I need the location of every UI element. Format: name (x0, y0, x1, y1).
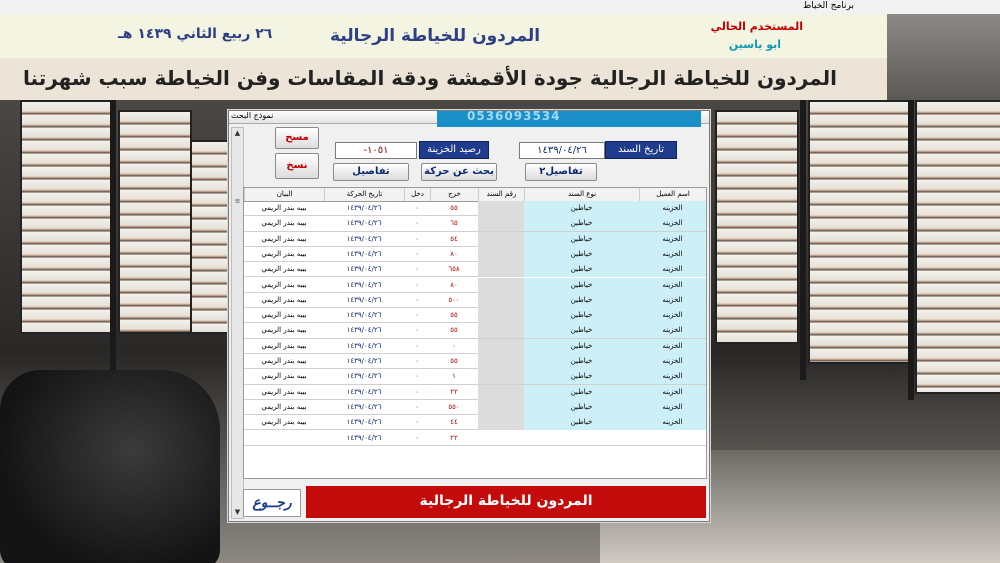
current-user-label: المستخدم الحالي (710, 20, 803, 33)
cell-in: ٠ (415, 357, 419, 365)
cell-in: ٠ (415, 418, 419, 427)
fabric-shelf (190, 140, 229, 334)
side-decor-panel (887, 14, 1000, 100)
cell-in: ٠ (415, 326, 419, 335)
cell-customer: الخزينه (639, 385, 706, 400)
table-row[interactable] (244, 247, 706, 262)
cell-description: بيبه بندر الريمي (261, 265, 307, 274)
fabric-shelf (118, 110, 192, 334)
slogan-text: المردون للخياطة الرجالية جودة الأقمشة ودقة المقاسات وفن الخياطة سبب شهرتنا (23, 66, 837, 90)
total-out: ٢٢ (450, 433, 458, 442)
cell-move-date: ١٤٣٩/٠٤/٢٦ (346, 219, 382, 228)
cell-description: بيبه بندر الريمي (261, 402, 307, 411)
dialog-title: نموذج البحث (231, 111, 274, 120)
cell-out: ٥٤ (450, 234, 458, 243)
cell-in: ٠ (415, 219, 419, 228)
cell-move-date: ١٤٣٩/٠٤/٢٦ (346, 326, 382, 335)
footer-banner (306, 486, 706, 518)
cell-doc-no (478, 216, 524, 231)
cell-customer: الخزينه (639, 278, 706, 293)
cell-description: بيبه بندر الريمي (261, 372, 307, 381)
cell-customer: الخزينه (639, 323, 706, 338)
cell-doc-no (478, 308, 524, 323)
cell-doc-type: خياطين (524, 232, 639, 247)
cell-doc-type: خياطين (524, 323, 639, 338)
cell-move-date: ١٤٣٩/٠٤/٢٦ (346, 265, 382, 274)
col-doc-type[interactable]: نوع السند (524, 188, 639, 201)
cell-doc-type: خياطين (524, 400, 639, 415)
cell-move-date: ١٤٣٩/٠٤/٢٦ (346, 402, 382, 411)
cell-out: ٤٤ (450, 418, 458, 427)
cell-move-date: ١٤٣٩/٠٤/٢٦ (346, 204, 382, 212)
cell-description: بيبه بندر الريمي (261, 280, 307, 289)
cell-in: ٠ (415, 204, 419, 212)
rack-divider (110, 100, 116, 380)
table-row[interactable] (244, 339, 706, 354)
cell-doc-no (478, 354, 524, 369)
cell-out: ٨٠ (450, 249, 458, 258)
cell-customer: الخزينه (639, 262, 706, 277)
cell-customer: الخزينه (639, 293, 706, 308)
cell-doc-no (478, 400, 524, 415)
cell-in: ٠ (415, 234, 419, 243)
cell-doc-type: خياطين (524, 278, 639, 293)
cell-out: ٦٥ (450, 219, 458, 228)
footer-title: المردون للخياطة الرجالية (419, 493, 593, 509)
search-dialog (228, 110, 710, 522)
cell-doc-no (478, 278, 524, 293)
cell-customer: الخزينه (639, 369, 706, 384)
cell-customer: الخزينه (639, 400, 706, 415)
total-move-date: ١٤٣٩/٠٤/٢٦ (346, 433, 382, 442)
cell-doc-no (478, 262, 524, 277)
current-user-name: ابو ياسين (728, 38, 781, 51)
cell-customer: الخزينه (639, 247, 706, 262)
grid-header (244, 188, 706, 202)
cell-description: بيبه بندر الريمي (261, 341, 307, 350)
cell-doc-no (478, 201, 524, 216)
col-doc-no[interactable]: رقم السند (478, 188, 524, 201)
table-row[interactable] (244, 201, 706, 216)
cell-doc-no (478, 339, 524, 354)
total-in: ٠ (415, 433, 419, 442)
table-row[interactable] (244, 262, 706, 277)
cell-doc-type: خياطين (524, 369, 639, 384)
details2-button[interactable]: تفاصيل٢ (525, 163, 597, 181)
table-row[interactable] (244, 216, 706, 231)
cell-doc-no (478, 323, 524, 338)
rack-divider (908, 100, 914, 400)
cell-out: ٠ (452, 341, 456, 350)
chair (0, 370, 220, 563)
phone-number: 0536093534 (467, 109, 561, 123)
cell-in: ٠ (415, 280, 419, 289)
col-in[interactable]: دخل (404, 188, 430, 201)
cell-doc-type: خياطين (524, 216, 639, 231)
table-row[interactable] (244, 369, 706, 384)
cell-move-date: ١٤٣٩/٠٤/٢٦ (346, 387, 382, 396)
table-row[interactable] (244, 354, 706, 369)
table-row[interactable] (244, 293, 706, 308)
cell-in: ٠ (415, 387, 419, 396)
cell-customer: الخزينه (639, 232, 706, 247)
cell-description: بيبه بندر الريمي (261, 295, 307, 304)
cell-customer: الخزينه (639, 201, 706, 216)
cell-move-date: ١٤٣٩/٠٤/٢٦ (346, 372, 382, 381)
total-row (244, 431, 706, 446)
scroll-grip-icon[interactable]: ≡ (234, 197, 241, 205)
cell-move-date: ١٤٣٩/٠٤/٢٦ (346, 311, 382, 320)
cell-out: ٨٠ (450, 280, 458, 289)
back-button[interactable]: رجــوع (243, 489, 301, 517)
cell-description: بيبه بندر الريمي (261, 418, 307, 427)
cell-move-date: ١٤٣٩/٠٤/٢٦ (346, 418, 382, 427)
cell-customer: الخزينه (639, 339, 706, 354)
phone-banner (437, 111, 701, 127)
cell-out: ٥٥ (450, 357, 458, 365)
cell-doc-type: خياطين (524, 308, 639, 323)
cell-customer: الخزينه (639, 415, 706, 430)
cell-description: بيبه بندر الريمي (261, 219, 307, 228)
cell-customer: الخزينه (639, 216, 706, 231)
cell-description: بيبه بندر الريمي (261, 234, 307, 243)
table-row[interactable] (244, 323, 706, 338)
cell-doc-type: خياطين (524, 385, 639, 400)
cell-doc-no (478, 369, 524, 384)
copy-button[interactable]: نسخ (275, 153, 319, 179)
cell-in: ٠ (415, 265, 419, 274)
cell-out: ٥٥ (450, 204, 458, 212)
cell-doc-type: خياطين (524, 247, 639, 262)
app-titlebar (0, 0, 1000, 15)
cell-move-date: ١٤٣٩/٠٤/٢٦ (346, 341, 382, 350)
col-customer[interactable]: اسم العميل (639, 188, 706, 201)
table-row[interactable] (244, 400, 706, 415)
cell-doc-type: خياطين (524, 415, 639, 430)
doc-date-field[interactable]: ١٤٣٩/٠٤/٢٦ (519, 142, 605, 159)
cell-out: ٦٥٨ (448, 265, 460, 274)
cell-doc-no (478, 232, 524, 247)
hijri-date: ٢٦ ربيع الثاني ١٤٣٩ هـ (118, 26, 273, 42)
scroll-up-icon[interactable]: ▲ (234, 129, 241, 137)
cell-in: ٠ (415, 311, 419, 320)
cell-move-date: ١٤٣٩/٠٤/٢٦ (346, 295, 382, 304)
fabric-shelf (808, 100, 912, 364)
cell-doc-type: خياطين (524, 201, 639, 216)
cell-customer: الخزينه (639, 308, 706, 323)
col-out[interactable]: خرج (430, 188, 478, 201)
cell-description: بيبه بندر الريمي (261, 387, 307, 396)
cell-out: ٢٢ (450, 387, 458, 396)
cell-out: ٥٥ (450, 326, 458, 335)
cell-doc-type: خياطين (524, 339, 639, 354)
cell-doc-no (478, 385, 524, 400)
treasury-balance-label: رصيد الخزينة (419, 141, 489, 159)
cell-description: بيبه بندر الريمي (261, 204, 307, 212)
details-button[interactable]: تفاصيل (333, 163, 409, 181)
fabric-shelf (715, 110, 799, 344)
cell-description: بيبه بندر الريمي (261, 326, 307, 335)
table-row[interactable] (244, 415, 706, 430)
col-move-date[interactable]: تاريخ الحركة (324, 188, 404, 201)
scroll-down-icon[interactable]: ▼ (234, 508, 241, 516)
cell-doc-no (478, 293, 524, 308)
fabric-shelf (20, 100, 114, 334)
table-row[interactable] (244, 385, 706, 400)
cell-move-date: ١٤٣٩/٠٤/٢٦ (346, 249, 382, 258)
cell-move-date: ١٤٣٩/٠٤/٢٦ (346, 357, 382, 365)
cell-in: ٠ (415, 402, 419, 411)
cell-in: ٠ (415, 372, 419, 381)
cell-doc-type: خياطين (524, 293, 639, 308)
top-header (0, 14, 887, 59)
cell-in: ٠ (415, 341, 419, 350)
cell-move-date: ١٤٣٩/٠٤/٢٦ (346, 280, 382, 289)
cell-doc-no (478, 415, 524, 430)
cell-doc-no (478, 247, 524, 262)
table-row[interactable] (244, 232, 706, 247)
app-title: برنامج الخياط (802, 1, 854, 11)
clear-button[interactable]: مسح (275, 127, 319, 149)
cell-out: ١ (452, 372, 456, 381)
cell-in: ٠ (415, 249, 419, 258)
cell-description: بيبه بندر الريمي (261, 249, 307, 258)
cell-customer: الخزينه (639, 354, 706, 369)
shop-name: المردون للخياطة الرجالية (330, 26, 541, 46)
cell-description: بيبه بندر الريمي (261, 357, 307, 365)
table-row[interactable] (244, 308, 706, 323)
cell-out: ٥٥ (450, 311, 458, 320)
slogan-bar (0, 58, 887, 101)
cell-description: بيبه بندر الريمي (261, 311, 307, 320)
search-movement-button[interactable]: بحث عن حركة (421, 163, 497, 181)
rack-divider (800, 100, 806, 380)
cell-out: ٥٠٠ (448, 295, 460, 304)
doc-date-label: تاريخ السند (605, 141, 677, 159)
cell-out: ٥٥٠ (448, 402, 460, 411)
col-description[interactable]: البيان (244, 188, 324, 201)
transactions-grid (243, 187, 707, 479)
cell-in: ٠ (415, 295, 419, 304)
cell-move-date: ١٤٣٩/٠٤/٢٦ (346, 234, 382, 243)
cell-doc-type: خياطين (524, 262, 639, 277)
treasury-balance-field[interactable]: -١٠٥١ (335, 142, 417, 159)
fabric-shelf (915, 100, 1000, 394)
cell-doc-type: خياطين (524, 354, 639, 369)
table-row[interactable] (244, 278, 706, 293)
